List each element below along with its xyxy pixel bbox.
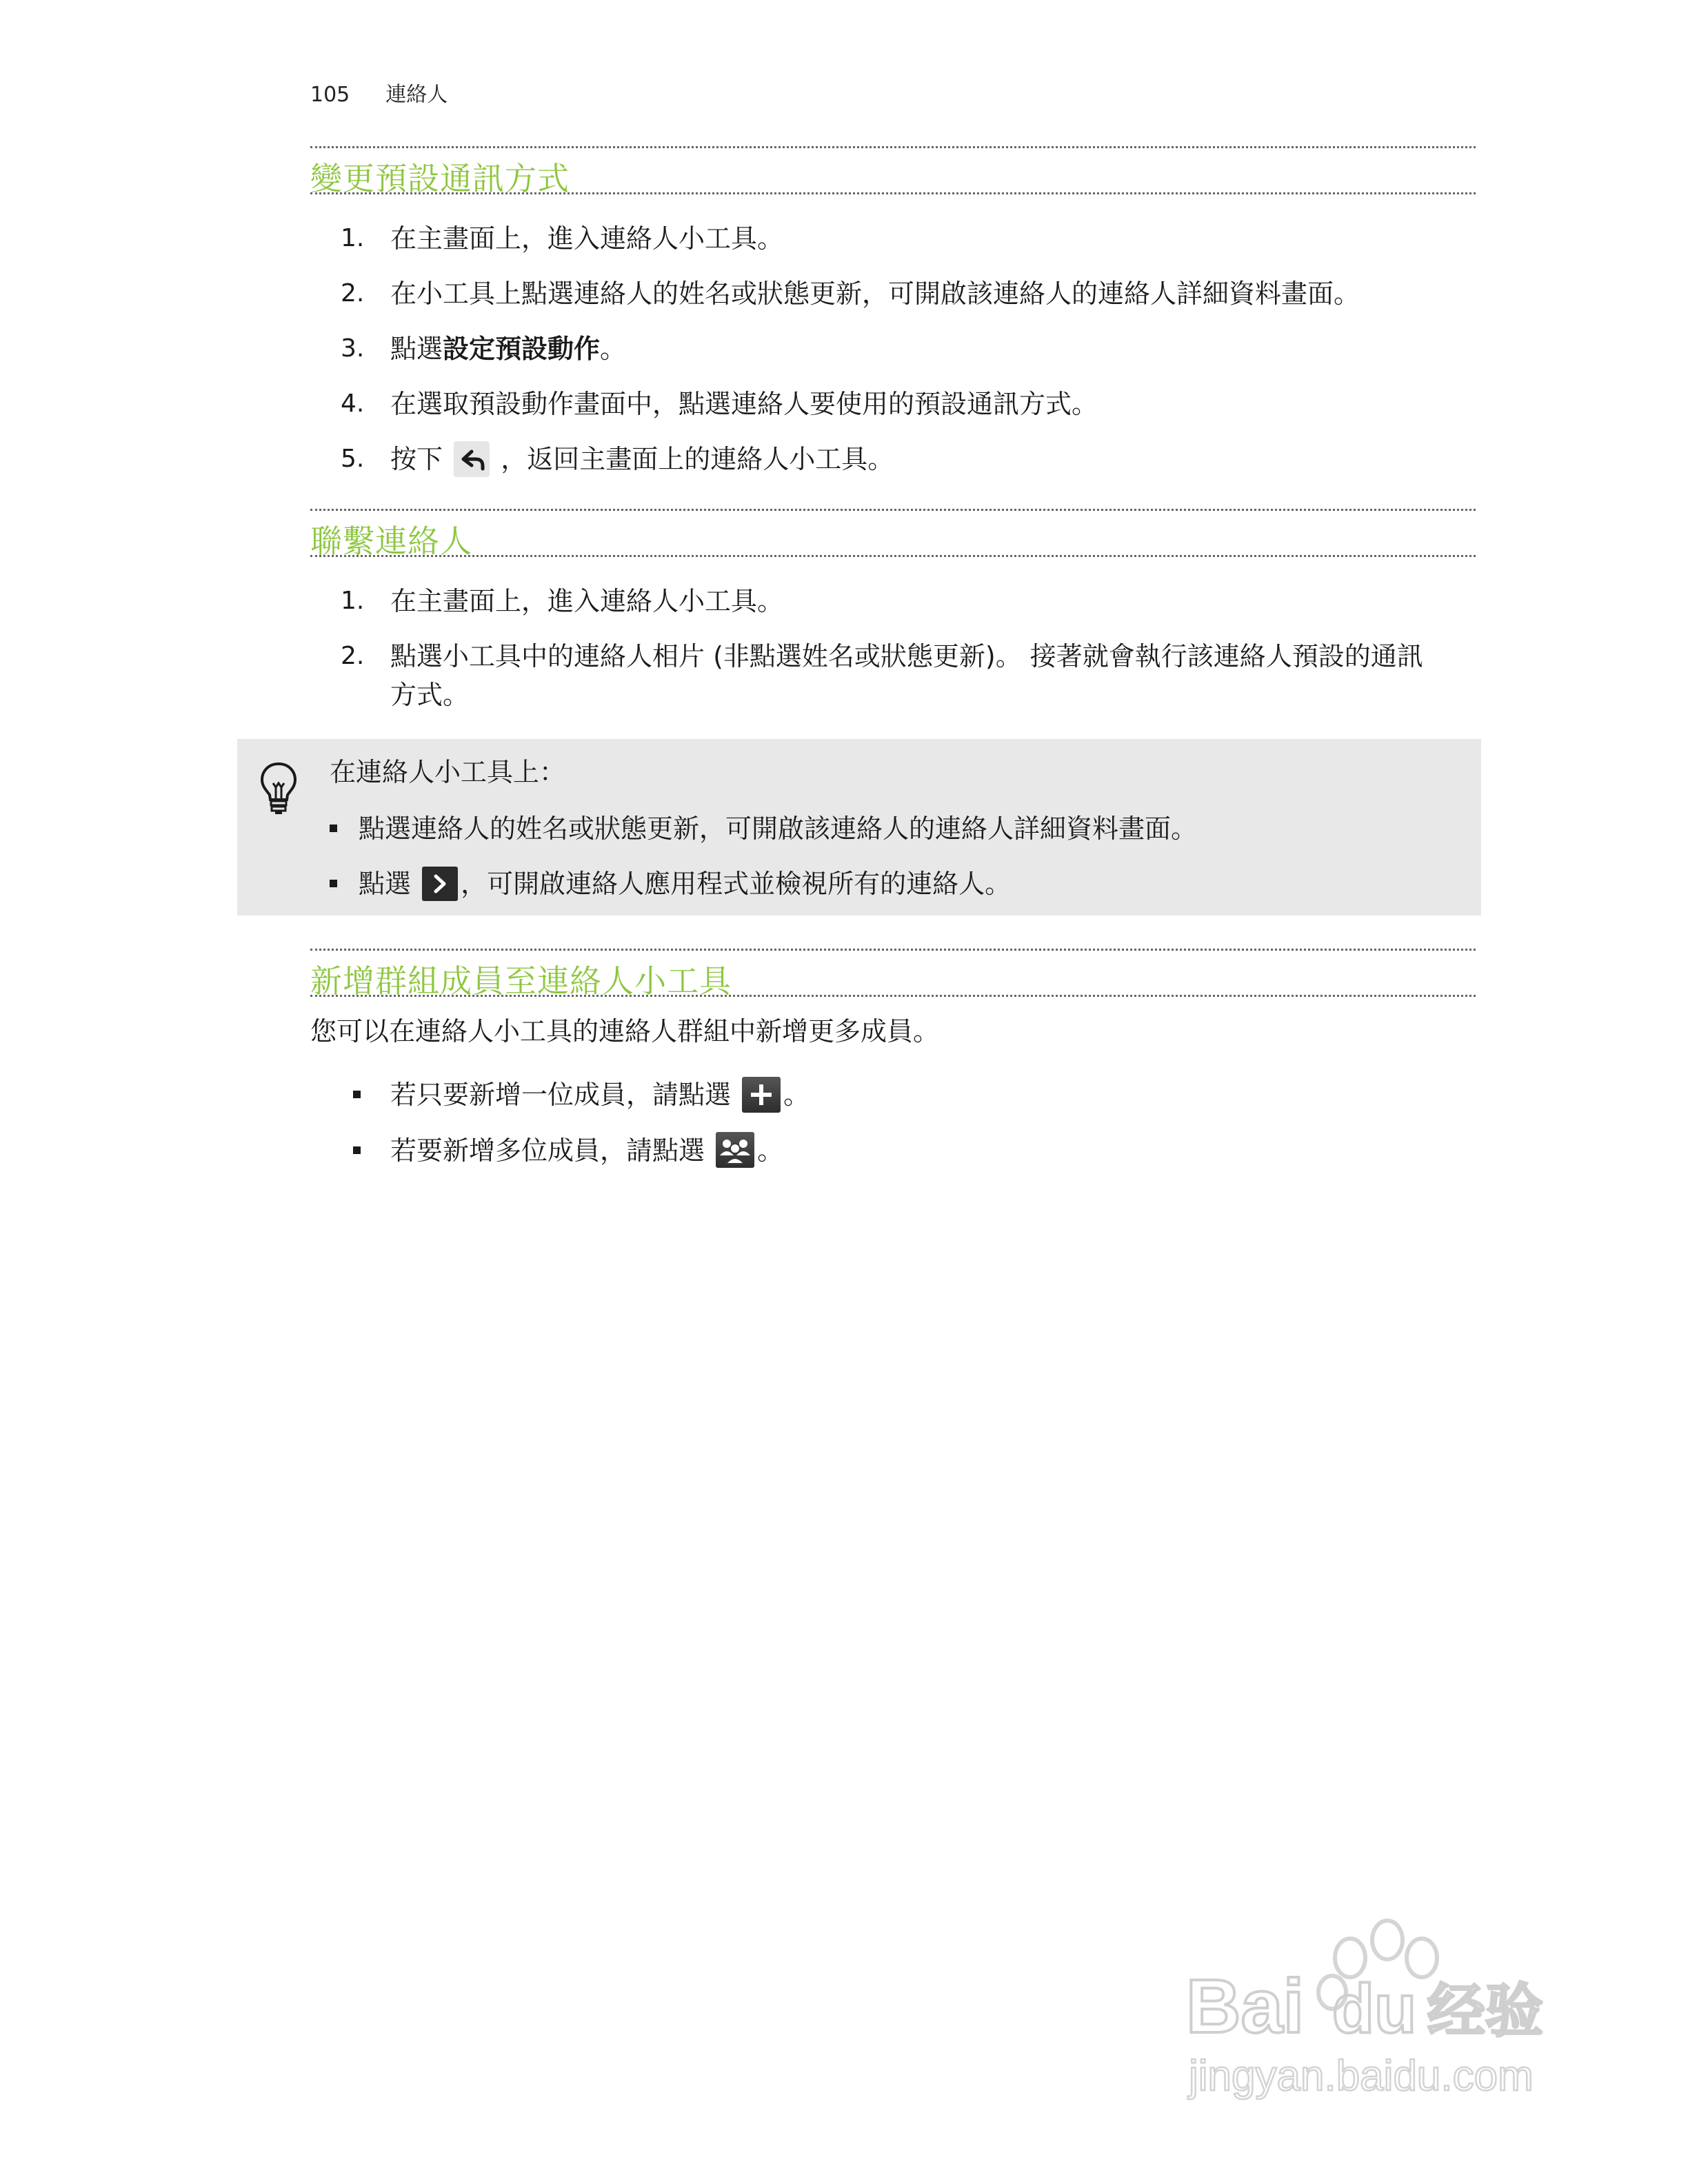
svg-text:Bai: Bai	[1186, 1964, 1305, 2049]
step-text: 在小工具上點選連絡人的姓名或狀態更新，可開啟該連絡人的連絡人詳細資料畫面。	[390, 279, 1360, 309]
page-number: 105	[310, 83, 350, 107]
list-item	[330, 865, 1197, 903]
step-number: 2.	[341, 642, 365, 670]
tip-list	[330, 809, 1197, 920]
section-heading-block	[310, 509, 1476, 560]
step-text-post: 。	[600, 334, 627, 364]
step-text-line2: 方式。	[390, 680, 470, 710]
lightbulb-icon	[258, 760, 299, 816]
bullet-square	[330, 880, 337, 887]
tip-text: 點選連絡人的姓名或狀態更新，可開啟該連絡人的連絡人詳細資料畫面。	[359, 813, 1198, 844]
bullet-text-post: 。	[783, 1080, 810, 1110]
svg-text:经验: 经验	[1427, 1977, 1544, 2045]
back-arrow-icon	[454, 441, 490, 477]
section-title: 聯繫連絡人	[310, 523, 472, 560]
svg-text:du: du	[1332, 1970, 1417, 2048]
list-item	[310, 219, 1483, 258]
section-title: 變更預設通訊方式	[310, 160, 570, 197]
bullet-list	[310, 1075, 810, 1186]
chevron-right-icon	[422, 867, 458, 901]
svg-text:jingyan.baidu.com: jingyan.baidu.com	[1189, 2052, 1534, 2100]
tip-box	[237, 739, 1481, 916]
tip-text-post: ，可開啟連絡人應用程式並檢視所有的連絡人。	[461, 869, 1012, 899]
step-text-pre: 按下	[390, 444, 443, 474]
step-number: 2.	[341, 279, 365, 307]
chapter-title: 連絡人	[385, 83, 448, 107]
step-text-pre: 點選	[390, 334, 443, 364]
list-item	[310, 440, 1483, 479]
list-item	[310, 1131, 810, 1171]
steps-list	[310, 219, 1483, 496]
section-title: 新增群組成員至連絡人小工具	[310, 962, 732, 1000]
steps-list	[310, 582, 1483, 731]
step-number: 4.	[341, 390, 365, 418]
list-item	[310, 637, 1483, 714]
step-number: 3.	[341, 334, 365, 363]
group-icon	[716, 1132, 754, 1168]
list-item	[310, 1075, 810, 1115]
bullet-text-pre: 若只要新增一位成員，請點選	[390, 1080, 732, 1110]
bullet-square	[353, 1091, 361, 1098]
tip-text-pre: 點選	[359, 869, 412, 899]
section-heading-block	[310, 949, 1476, 1000]
step-number: 1.	[341, 587, 365, 615]
bullet-square	[330, 825, 337, 832]
step-text-post: ，返回主畫面上的連絡人小工具。	[501, 444, 894, 474]
bullet-text-pre: 若要新增多位成員，請點選	[390, 1135, 705, 1166]
section-heading-block	[310, 146, 1476, 197]
bullet-square	[353, 1146, 361, 1154]
step-text: 在主畫面上，進入連絡人小工具。	[390, 223, 784, 254]
step-text-bold: 設定預設動作	[443, 334, 601, 364]
list-item	[310, 274, 1483, 313]
list-item	[310, 330, 1483, 368]
baidu-watermark-logo	[1172, 1910, 1579, 2103]
tip-intro: 在連絡人小工具上：	[330, 757, 566, 787]
step-text: 在選取預設動作畫面中，點選連絡人要使用的預設通訊方式。	[390, 389, 1098, 419]
list-item	[310, 385, 1483, 423]
page-header	[310, 77, 448, 108]
list-item	[330, 809, 1197, 848]
plus-icon	[742, 1077, 781, 1113]
step-text: 在主畫面上，進入連絡人小工具。	[390, 586, 784, 616]
bullet-text-post: 。	[757, 1135, 784, 1166]
list-item	[310, 582, 1483, 620]
step-number: 1.	[341, 224, 365, 252]
section-intro: 您可以在連絡人小工具的連絡人群組中新增更多成員。	[310, 1016, 940, 1046]
step-text-line1: 點選小工具中的連絡人相片 (非點選姓名或狀態更新)。 接著就會執行該連絡人預設的通訊	[390, 641, 1423, 671]
step-number: 5.	[341, 445, 365, 473]
